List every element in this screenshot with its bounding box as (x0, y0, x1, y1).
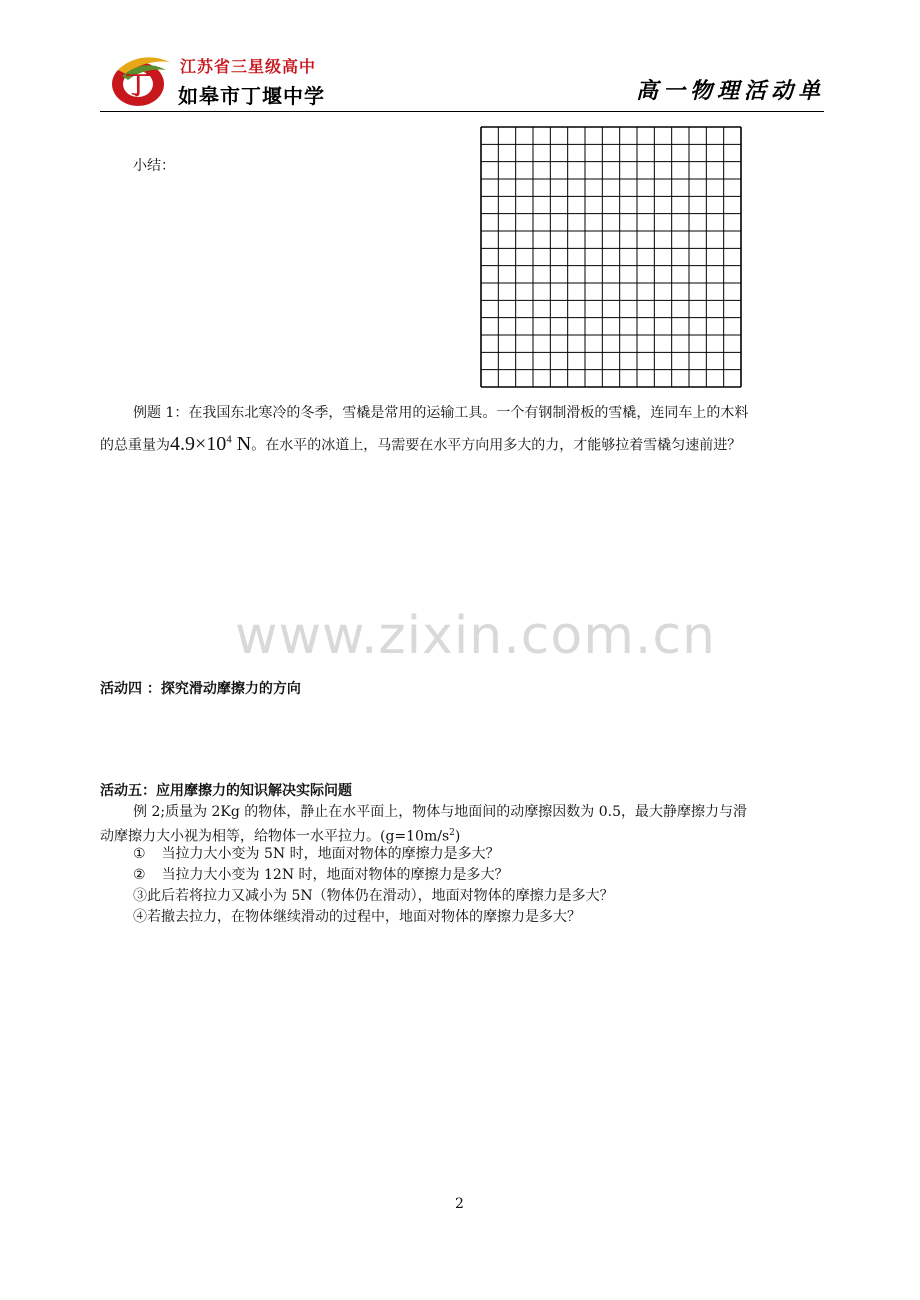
question-2 (133, 864, 509, 886)
question-number: ① (133, 846, 146, 862)
question-1 (133, 843, 500, 865)
example2-text-line1: 例 2;质量为 2Kg 的物体，静止在水平面上，物体与地面间的动摩擦因数为 0.5，最大静摩擦力与滑 (133, 804, 748, 820)
question-text: 当拉力大小变为 5N 时，地面对物体的摩擦力是多大？ (161, 846, 500, 862)
question-3 (133, 885, 614, 907)
header-divider (100, 111, 824, 112)
question-text: 此后若将拉力又减小为 5N（物体仍在滑动），地面对物体的摩擦力是多大？ (147, 888, 614, 904)
question-text: 当拉力大小变为 12N 时，地面对物体的摩擦力是多大？ (161, 867, 509, 883)
question-number: ③ (133, 888, 147, 904)
school-name: 如皋市丁堰中学 (178, 84, 325, 108)
activity5-heading: 活动五：应用摩擦力的知识解决实际问题 (100, 783, 352, 799)
page-number: 2 (455, 1196, 464, 1212)
question-4 (133, 906, 581, 928)
weight-formula-base: 4.9×10 (170, 432, 227, 455)
school-logo-icon (108, 50, 174, 110)
summary-label: 小结： (133, 158, 175, 174)
weight-formula (170, 433, 251, 455)
question-text: 若撤去拉力，在物体继续滑动的过程中，地面对物体的摩擦力是多大？ (147, 909, 581, 925)
example2-line2-suffix: ) (454, 828, 461, 845)
svg-text:丁: 丁 (124, 71, 152, 101)
weight-formula-unit: N (231, 432, 252, 455)
weight-formula-exponent: 4 (226, 433, 232, 445)
document-title: 高一物理活动单 (636, 78, 826, 104)
example1-suffix: 。在水平的冰道上，马需要在水平方向用多大的力，才能够拉着雪橇匀速前进？ (251, 437, 742, 454)
watermark: www.zixin.com.cn (235, 606, 716, 666)
example2-line2-prefix: 动摩擦力大小视为相等，给物体一水平拉力。(g=10m/s (100, 828, 450, 845)
question-number: ④ (133, 909, 147, 925)
example1-text-line2 (100, 428, 741, 457)
example1-prefix: 的总重量为 (100, 437, 170, 454)
example1-text-line1: 例题 1：在我国东北寒冷的冬季，雪橇是常用的运输工具。一个有钢制滑板的雪橇，连同车上的木料 (133, 405, 749, 421)
school-tagline: 江苏省三星级高中 (180, 57, 317, 76)
graph-paper-grid (480, 126, 742, 388)
question-number: ② (133, 867, 146, 883)
example2-exponent: 2 (449, 828, 455, 838)
activity4-heading: 活动四 ：探究滑动摩擦力的方向 (100, 681, 301, 697)
